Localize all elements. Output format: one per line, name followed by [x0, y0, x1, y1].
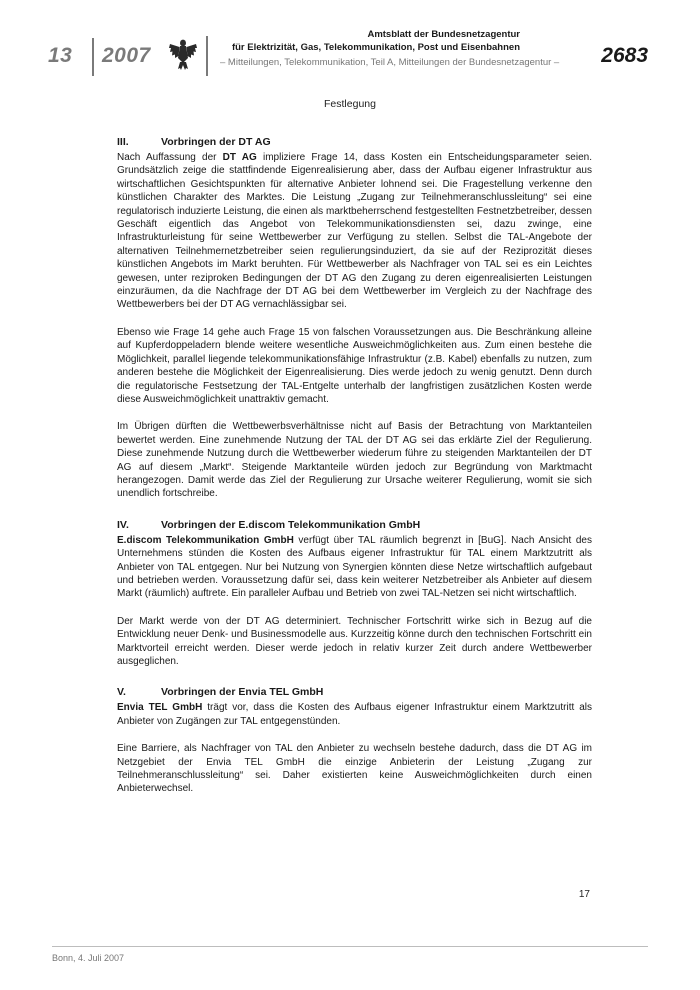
section-ediscom	[117, 519, 592, 669]
section-number: IV.	[117, 518, 129, 531]
header-divider	[92, 38, 94, 76]
section-heading	[117, 519, 592, 531]
section-heading	[117, 686, 592, 698]
paragraph: Nach Auffassung der DT AG impliziere Frage 14, dass Kosten ein Entscheidungsparameter seien. Grundsätzlich zeige die stattfindende Eigenrealisierung aber, dass der Aufbau eigener Infrastruktur aus wirtschaftlichen Gesichtspunkten für alternative Anbieter lohnend sei. Die Fragestellung verkenne den künstlichen Charakter des Marktes. Die Leistung „Zugang zur Teilnehmeranschlussleitung“ sei eine regulatorisch induzierte Leistung, die einen als marktbeherrschend festgestellten Festnetzbetreiber, dessen Geschäft eigentlich das Angebot von Telekommunikationsdiensten sei, dazu zwinge, eine Infrastrukturleistung für seine Wettbewerber zur Verfügung zu stellen. Selbst die TAL-Angebote der alternativen Teilnehmernetzbetreiber seien regulierungsinduziert, da sie auf der Reziprozität dieses künstlichen Angebots im Markt beruhten. Für Wettbewerber als Nachfrager von TAL sei es ein Leichtes gewesen, unter reziproken Bedingungen der DT AG den Zugang zu deren eigenrealisierten Leistungen einzuräumen, da die Nachfrage der DT AG bei dem Wettbewerber im Vergleich zu der Nachfrage des Wettbewerbers bei der DT AG vernachlässigbar sei.	[117, 152, 592, 311]
publication-title	[220, 28, 560, 69]
issue-number: 13	[48, 44, 73, 67]
journal-page-number: 2683	[601, 44, 648, 67]
section-title: Vorbringen der DT AG	[161, 136, 271, 148]
federal-eagle-icon	[168, 36, 198, 72]
section-number: III.	[117, 136, 129, 148]
section-heading	[117, 136, 592, 148]
paragraph: E.discom Telekommunikation GmbH verfügt über TAL räumlich begrenzt in [BuG]. Nach Ansicht des Unternehmens stünden die Kosten des Aufbaus eigener Infrastruktur für TAL einem Marktzutritt als Anbieter von TAL entgegen. Nur bei Nutzung von Synergien könnten diese Netze wirtschaftlich aufgebaut und betrieben werden. Voraussetzung dafür sei, dass kein weiterer Netzbetreiber als Anbieter auf diesem Markt (räumlich) auftrete. Ein paralleler Aufbau und Betrieb von zwei TAL-Netzen sei nicht wirtschaftlich.	[117, 534, 592, 600]
document-page-number: 17	[578, 889, 590, 900]
section-number: V.	[117, 686, 126, 699]
section-dt-ag	[117, 136, 592, 501]
header-divider	[206, 36, 208, 76]
section-title: Vorbringen der E.discom Telekommunikation GmbH	[161, 518, 421, 531]
section-title: Vorbringen der Envia TEL GmbH	[161, 686, 324, 699]
footer-place-date: Bonn, 4. Juli 2007	[52, 953, 125, 963]
paragraph: Der Markt werde von der DT AG determiniert. Technischer Fortschritt wirke sich in Bezug auf die Entwicklung neuer Denk- und Businessmodelle aus. Kurzzeitig könne durch den technischen Fortschritt ein Marktvorteil erreicht werden. Dieser werde jedoch in relativ kurzer Zeit durch andere Wettbewerber ausgeglichen.	[117, 615, 592, 667]
document-body	[117, 136, 592, 814]
section-envia-tel	[117, 686, 592, 795]
publication-section: – Mitteilungen, Telekommunikation, Teil A, Mitteilungen der Bundesnetzagentur –	[220, 57, 560, 68]
issue-year: 2007	[102, 44, 151, 67]
footer-divider	[52, 946, 648, 947]
publication-scope: für Elektrizität, Gas, Telekommunikation, Post und Eisenbahnen	[231, 42, 520, 53]
paragraph: Envia TEL GmbH trägt vor, dass die Kosten des Aufbaus eigener Infrastruktur einem Marktzutritt als Anbieter von Zugängen zur TAL entgegenstünden.	[117, 702, 592, 727]
publication-name: Amtsblatt der Bundesnetzagentur	[367, 29, 520, 40]
document-title: Festlegung	[324, 98, 376, 110]
paragraph: Eine Barriere, als Nachfrager von TAL den Anbieter zu wechseln bestehe dadurch, dass die DT AG im Netzgebiet der Envia TEL GmbH die einzige Anbieterin der Leistung „Zugang zur Teilnehmeranschlussleitung“ sei. Daher existierten keine Ausweichmöglichkeiten durch einen Anbieterwechsel.	[117, 743, 592, 795]
paragraph: Ebenso wie Frage 14 gehe auch Frage 15 von falschen Voraussetzungen aus. Die Beschränkung alleine auf Kupferdoppeladern blende weitere wesentliche Ausweichmöglichkeiten aus. Zum einen bestehe die Möglichkeit, parallel liegende telekommunikationsfähige Infrastruktur (z.B. Kabel) ebenfalls zu nutzen, zum anderen bestehe die Möglichkeit der Eigenrealisierung. Dies werde jedoch zu wenig genutzt. Denn durch die regulatorische Festsetzung der TAL-Entgelte unterhalb der langfristigen zusätzlichen Kosten werde diese Ausweichmöglichkeit unattraktiv gemacht.	[117, 326, 592, 405]
paragraph: Im Übrigen dürften die Wettbewerbsverhältnisse nicht auf Basis der Betrachtung von Marktanteilen bewertet werden. Eine zunehmende Nutzung der TAL der DT AG sei das erklärte Ziel der Regulierung. Diese zunehmende Nutzung durch die Wettbewerber wiederum führe zu steigenden Marktanteilen der DT AG auf diesem „Markt“. Steigende Marktanteile würden jedoch zur Begründung von Marktmacht herangezogen. Damit werde das Ziel der Regulierung zur Ursache weiterer Regulierung, womit sie sich unendlich fortschreibe.	[117, 421, 592, 500]
